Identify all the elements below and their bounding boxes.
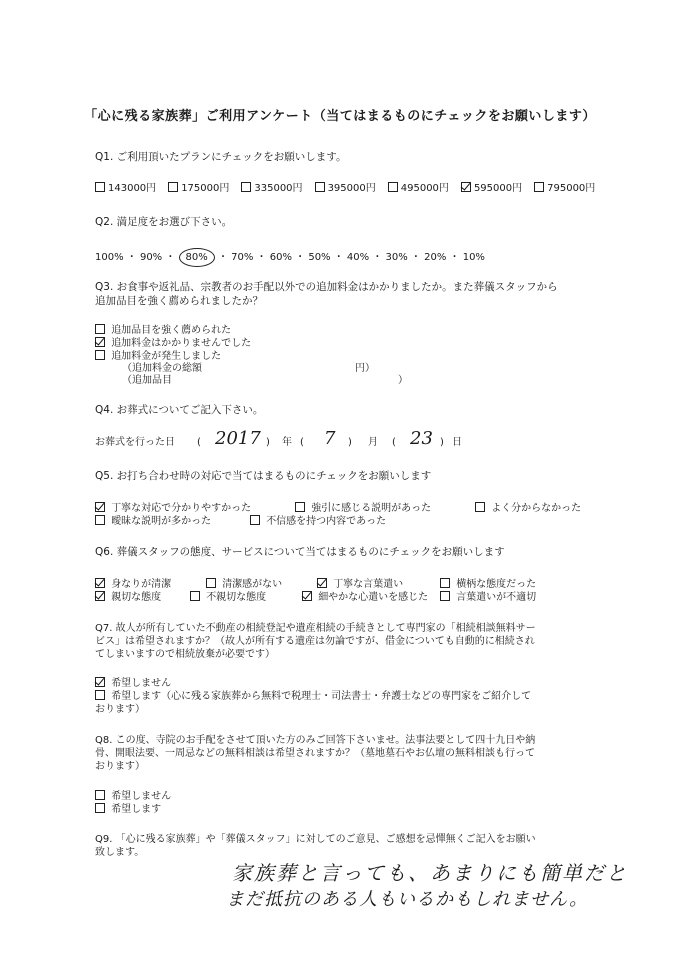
q2-level[interactable]: 100% bbox=[95, 252, 124, 263]
q6-option-7[interactable] bbox=[302, 591, 428, 604]
q6-checkbox-2[interactable] bbox=[206, 578, 216, 588]
q9-answer-line1[interactable]: 家族葬と言っても、あまりにも簡単だと bbox=[232, 861, 628, 885]
q6-option-label: 横柄な態度だった bbox=[456, 579, 537, 590]
q6-checkbox-5-checked[interactable] bbox=[95, 591, 105, 601]
q8-option-1[interactable] bbox=[95, 790, 171, 803]
q2-level[interactable]: 30% bbox=[385, 252, 408, 263]
q4-day-value[interactable]: 23 bbox=[410, 428, 433, 449]
q3-option-2[interactable] bbox=[95, 337, 251, 350]
q6-option-label: 身なりが清潔 bbox=[111, 579, 172, 590]
q4-question: Q4. お葬式についてご記入下さい。 bbox=[95, 404, 264, 416]
q6-option-4[interactable] bbox=[440, 578, 536, 591]
q1-option-label: 795000円 bbox=[547, 183, 596, 194]
q5-question: Q5. お打ち合わせ時の対応で当てはまるものにチェックをお願いします bbox=[95, 470, 432, 482]
q2-levels: 100% ・ 90% ・ 80% ・ 70% ・ 60% ・ 50% ・ 40% ・ 30% ・ 20% ・ 10% bbox=[95, 248, 485, 267]
q1-option-label: 595000円 bbox=[473, 183, 523, 194]
q1-option-label: 495000円 bbox=[400, 183, 449, 194]
q6-option-label: 親切な態度 bbox=[111, 592, 162, 603]
q1-checkbox-3[interactable] bbox=[241, 182, 251, 192]
q4-year-unit: 年 bbox=[282, 437, 292, 448]
q4-paren-close: ) bbox=[440, 437, 444, 448]
q1-checkbox-1[interactable] bbox=[95, 182, 105, 192]
q2-level[interactable]: 70% bbox=[231, 252, 254, 263]
q3-option-label: 追加料金が発生しました bbox=[111, 351, 222, 362]
q3-total-unit: 円） bbox=[355, 363, 375, 374]
q4-paren-open: ( bbox=[392, 437, 396, 448]
q6-option-1[interactable] bbox=[95, 578, 171, 591]
q9-answer-line2[interactable]: まだ抵抗のある人もいるかもしれません。 bbox=[226, 889, 589, 910]
q3-checkbox-2-checked[interactable] bbox=[95, 337, 105, 347]
q1-question: Q1. ご利用頂いたプランにチェックをお願いします。 bbox=[95, 151, 347, 163]
q5-checkbox-2[interactable] bbox=[295, 502, 305, 512]
q4-month-unit: 月 bbox=[368, 437, 378, 448]
q5-option-2[interactable] bbox=[295, 502, 431, 515]
q6-checkbox-6[interactable] bbox=[190, 591, 200, 601]
q1-option[interactable] bbox=[168, 183, 229, 194]
q4-paren-close: ) bbox=[266, 437, 270, 448]
q1-option[interactable] bbox=[95, 183, 156, 194]
q2-level[interactable]: 10% bbox=[462, 252, 485, 263]
q1-checkbox-2[interactable] bbox=[168, 182, 178, 192]
q7-question-line3: てしまいますので相続放棄が必要です） bbox=[95, 649, 275, 660]
q8-question-line2: 骨、開眼法要、一周忌などの無料相談は希望されますか？（墓地墓石やお仏壇の無料相談も行って bbox=[95, 748, 535, 759]
q5-option-4[interactable] bbox=[95, 515, 211, 528]
q1-checkbox-7[interactable] bbox=[534, 182, 544, 192]
q1-checkbox-4[interactable] bbox=[315, 182, 325, 192]
q6-option-label: 細やかな心遣いを感じた bbox=[318, 592, 429, 603]
q7-checkbox-1-checked[interactable] bbox=[95, 677, 105, 687]
q4-paren-open: ( bbox=[300, 437, 304, 448]
q1-option[interactable] bbox=[315, 183, 376, 194]
q1-option-label: 335000円 bbox=[254, 183, 303, 194]
q7-checkbox-2[interactable] bbox=[95, 690, 105, 700]
q6-checkbox-8[interactable] bbox=[440, 591, 450, 601]
q5-option-label: 不信感を持つ内容であった bbox=[266, 516, 387, 527]
q3-question-line1: Q3. お食事や返礼品、宗教者のお手配以外での追加料金はかかりましたか。また葬儀スタッフから bbox=[95, 281, 558, 293]
q6-option-label: 清潔感がない bbox=[222, 579, 283, 590]
q1-option-label: 143000円 bbox=[108, 183, 157, 194]
q5-option-label: 強引に感じる説明があった bbox=[311, 503, 432, 514]
q5-option-5[interactable] bbox=[250, 515, 386, 528]
q5-option-1[interactable] bbox=[95, 502, 251, 515]
q3-items-close: ） bbox=[398, 375, 408, 386]
q2-level[interactable]: 90% bbox=[139, 252, 163, 263]
q1-checkbox-6-checked[interactable] bbox=[461, 182, 471, 192]
q6-checkbox-7-checked[interactable] bbox=[302, 591, 312, 601]
q8-option-2[interactable] bbox=[95, 803, 161, 816]
q7-option-label: 希望します（心に残る家族葬から無料で税理士・司法書士・弁護士などの専門家をご紹介して bbox=[111, 691, 532, 702]
q8-checkbox-1[interactable] bbox=[95, 790, 105, 800]
q7-option-2-line2: おります） bbox=[95, 704, 145, 715]
q1-option[interactable] bbox=[241, 183, 302, 194]
q8-checkbox-2[interactable] bbox=[95, 803, 105, 813]
q1-option[interactable] bbox=[534, 183, 595, 194]
q6-option-2[interactable] bbox=[206, 578, 282, 591]
q8-option-label: 希望しません bbox=[111, 791, 172, 802]
q9-question-line2: 致します。 bbox=[95, 847, 145, 858]
q5-checkbox-3[interactable] bbox=[475, 502, 485, 512]
q1-option-label: 395000円 bbox=[327, 183, 376, 194]
q5-option-label: 曖昧な説明が多かった bbox=[111, 516, 212, 527]
q2-level[interactable]: 40% bbox=[346, 252, 370, 263]
q3-items-label: （追加品目 bbox=[122, 375, 172, 386]
q1-options bbox=[95, 182, 607, 195]
q9-question-line1: Q9. 「心に残る家族葬」や「葬儀スタッフ」に対してのご意見、ご感想を忌憚無くご記入をお願い bbox=[95, 834, 536, 845]
q3-option-label: 追加品目を強く薦められた bbox=[111, 325, 232, 336]
q1-option[interactable] bbox=[388, 183, 449, 194]
q2-level-selected[interactable]: 80% bbox=[179, 248, 215, 267]
q7-option-1[interactable] bbox=[95, 677, 171, 690]
q3-total-label: （追加料金の総額 bbox=[122, 363, 202, 374]
q8-question-line1: Q8. この度、寺院のお手配をさせて頂いた方のみご回答下さいませ。法事法要として四十九日や納 bbox=[95, 735, 536, 746]
q5-checkbox-5[interactable] bbox=[250, 515, 260, 525]
q1-option-label: 175000円 bbox=[181, 183, 230, 194]
q7-question-line2: ビス」は希望されますか？（故人が所有する遺産は勿論ですが、借金についても自動的に相続され bbox=[95, 636, 535, 647]
q4-paren-open: ( bbox=[197, 437, 201, 448]
q4-month-value[interactable]: 7 bbox=[324, 428, 336, 449]
q8-option-label: 希望します bbox=[111, 804, 162, 815]
q3-question-line2: 追加品目を強く薦められましたか？ bbox=[95, 295, 263, 307]
q6-checkbox-3-checked[interactable] bbox=[317, 578, 327, 588]
q2-level[interactable]: 20% bbox=[424, 252, 447, 263]
q4-paren-close: ) bbox=[348, 437, 352, 448]
q3-checkbox-3[interactable] bbox=[95, 350, 105, 360]
q3-option-label: 追加料金はかかりませんでした bbox=[111, 338, 252, 349]
q6-option-6[interactable] bbox=[190, 591, 266, 604]
q6-option-label: 不親切な態度 bbox=[206, 592, 267, 603]
q3-option-1[interactable] bbox=[95, 324, 231, 337]
q6-checkbox-1-checked[interactable] bbox=[95, 578, 105, 588]
q5-checkbox-1-checked[interactable] bbox=[95, 502, 105, 512]
q1-checkbox-5[interactable] bbox=[388, 182, 398, 192]
survey-title: 「心に残る家族葬」ご利用アンケート（当てはまるものにチェックをお願いします） bbox=[84, 109, 596, 124]
q1-option[interactable] bbox=[461, 183, 522, 194]
q3-checkbox-1[interactable] bbox=[95, 324, 105, 334]
q6-question: Q6. 葬儀スタッフの態度、サービスについて当てはまるものにチェックをお願いします bbox=[95, 546, 505, 558]
q8-question-line3: おります） bbox=[95, 761, 145, 772]
q5-checkbox-4[interactable] bbox=[95, 515, 105, 525]
q4-year-value[interactable]: 2017 bbox=[215, 428, 261, 449]
q7-option-2[interactable] bbox=[95, 690, 531, 703]
q5-option-label: 丁寧な対応で分かりやすかった bbox=[111, 503, 252, 514]
q6-option-5[interactable] bbox=[95, 591, 161, 604]
q6-option-3[interactable] bbox=[317, 578, 403, 591]
q6-option-label: 言葉遣いが不適切 bbox=[456, 592, 537, 603]
q2-level[interactable]: 50% bbox=[308, 252, 331, 263]
q7-option-label: 希望しません bbox=[111, 678, 172, 689]
q6-checkbox-4[interactable] bbox=[440, 578, 450, 588]
q2-question: Q2. 満足度をお選び下さい。 bbox=[95, 216, 233, 228]
q4-day-unit: 日 bbox=[452, 437, 462, 448]
q5-option-3[interactable] bbox=[475, 502, 581, 515]
q7-question-line1: Q7. 故人が所有していた不動産の相続登記や遺産相続の手続きとして専門家の「相続相談無料サー bbox=[95, 623, 536, 634]
q6-option-label: 丁寧な言葉遣い bbox=[333, 579, 404, 590]
q5-option-label: よく分からなかった bbox=[491, 503, 582, 514]
q6-option-8[interactable] bbox=[440, 591, 536, 604]
q2-level[interactable]: 60% bbox=[269, 252, 292, 263]
q4-date-label: お葬式を行った日 bbox=[95, 437, 175, 448]
